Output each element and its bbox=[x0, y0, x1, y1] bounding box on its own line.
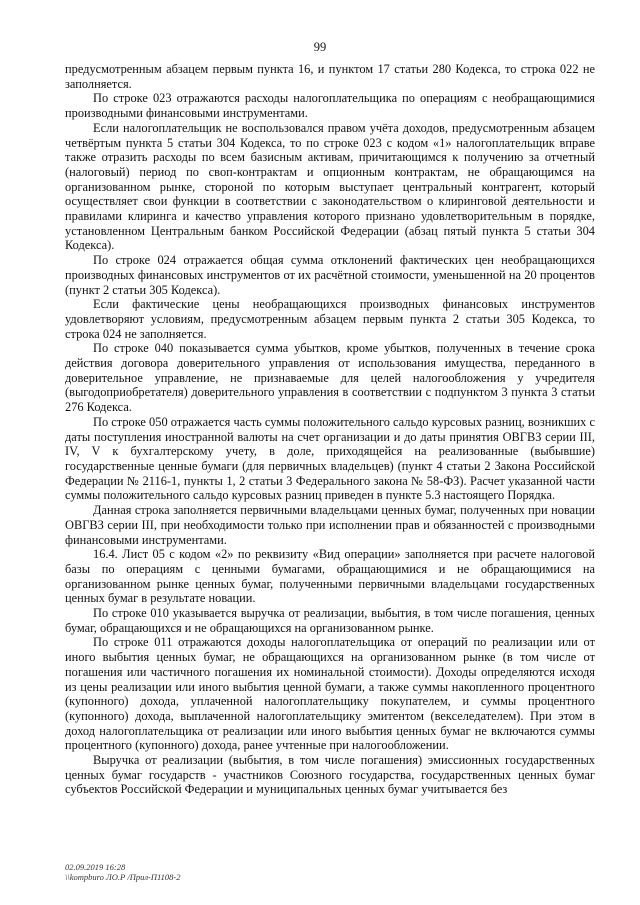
paragraph: Данная строка заполняется первичными владельцами ценных бумаг, полученных при новации ОВГВЗ серии III, при необходимости только при исполнении прав и обязанностей с производными финансовыми инструментами. bbox=[65, 503, 595, 547]
paragraph: 16.4. Лист 05 с кодом «2» по реквизиту «Вид операции» заполняется при расчете налоговой базы по операциям с ценными бумагами, обращающимися и не обращающимися на организованном рынке ценных бумаг, полученными первичными владельцами государственных ценных бумаг в результате новации. bbox=[65, 547, 595, 606]
page-number: 99 bbox=[313, 40, 327, 54]
paragraph: Если фактические цены необращающихся производных финансовых инструментов удовлетворяют условиям, предусмотренным абзацем первым пункта 2 статьи 305 Кодекса, то строка 024 не заполняется. bbox=[65, 297, 595, 341]
footer-timestamp: 02.09.2019 16:28 bbox=[65, 862, 126, 872]
paragraph: Выручка от реализации (выбытия, в том числе погашения) эмиссионных государственных ценных бумаг государств - участников Союзного государства, государственных ценных бумаг субъектов Российской Федерации и муниципальных ценных бумаг учитывается без bbox=[65, 753, 595, 797]
paragraph: По строке 023 отражаются расходы налогоплательщика по операциям с необращающимися производными финансовыми инструментами. bbox=[65, 91, 595, 121]
paragraph: По строке 024 отражается общая сумма отклонений фактических цен необращающихся производных финансовых инструментов от их расчётной стоимости, уменьшенной на 20 процентов (пункт 2 статьи 305 Кодекса). bbox=[65, 253, 595, 297]
document-body bbox=[65, 62, 595, 797]
paragraph: предусмотренным абзацем первым пункта 16, и пунктом 17 статьи 280 Кодекса, то строка 022 не заполняется. bbox=[65, 62, 595, 91]
paragraph: Если налогоплательщик не воспользовался правом учёта доходов, предусмотренным абзацем четвёртым пункта 5 статьи 304 Кодекса, то по строке 023 с кодом «1» налогоплательщик вправе также отразить расходы по всем базисным активам, причитающимся к получению за отчетный (налоговый) период по своп-контрактам и опционным контрактам, не обращающимся на организованном рынке, стороной по которым выступает центральный контрагент, который осуществляет свои функции в соответствии с законодательством о клиринговой деятельности и правилами клиринга и качество управления которого признано удовлетворительным в порядке, установленном Центральным банком Российской Федерации (абзац пятый пункта 5 статьи 304 Кодекса). bbox=[65, 120, 595, 253]
page-footer bbox=[65, 862, 180, 882]
paragraph: По строке 010 указывается выручка от реализации, выбытия, в том числе погашения, ценных бумаг, обращающихся и не обращающихся на организованном рынке. bbox=[65, 606, 595, 635]
paragraph: По строке 011 отражаются доходы налогоплательщика от операций по реализации или от иного выбытия ценных бумаг, не обращающихся на организованном рынке (в том числе от погашения или частичного погашения их номинальной стоимости). Доходы определяются исходя из цены реализации или иного выбытия ценной бумаги, а также суммы накопленного процентного (купонного) дохода, уплаченной налогоплательщику покупателем, и суммы процентного (купонного) дохода, выплаченной налогоплательщику эмитентом (векселедателем). При этом в доход налогоплательщика от реализации или иного выбытия ценных бумаг не включаются суммы процентного (купонного) дохода, ранее учтенные при налогообложении. bbox=[65, 635, 595, 753]
paragraph: По строке 040 показывается сумма убытков, кроме убытков, полученных в течение срока действия договора доверительного управления от использования имущества, переданного в доверительное управление, не признаваемые для целей налогообложения у учредителя (выгодоприобретателя) доверительного управления в соответствии с подпунктом 3 пункта 3 статьи 276 Кодекса. bbox=[65, 341, 595, 415]
footer-file-path: \\kompburo ЛО.Р /Прил-П1108-2 bbox=[65, 872, 181, 882]
paragraph: По строке 050 отражается часть суммы положительного сальдо курсовых разниц, возникших с даты поступления иностранной валюты на счет организации и до даты принятия ОВГВЗ серии III, IV, V к бухгалтерскому учету, в доле, приходящейся на реализованные (выбывшие) государственные ценные бумаги (для первичных владельцев) (пункт 4 статьи 2 Закона Российской Федерации № 2116-1, пункты 1, 2 статьи 3 Федерального закона № 58-ФЗ). Расчет указанной части суммы положительного сальдо курсовых разниц приведен в пункте 5.3 настоящего Порядка. bbox=[65, 414, 595, 503]
